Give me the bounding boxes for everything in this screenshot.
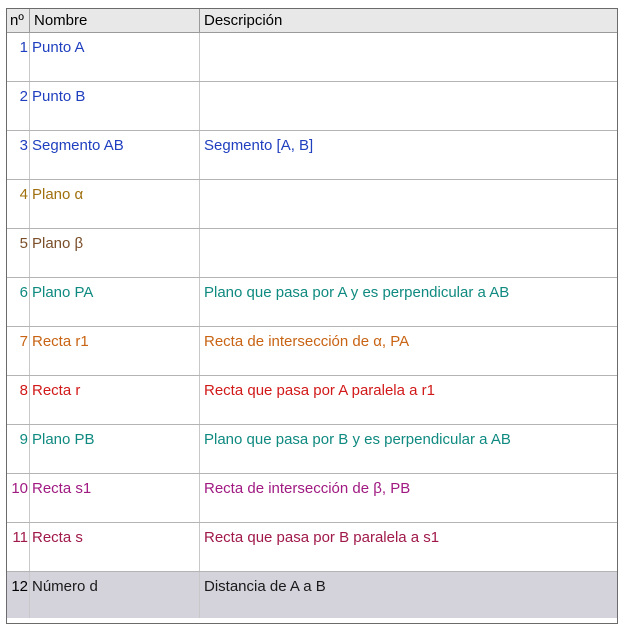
row-name: Punto B (30, 82, 200, 130)
row-name: Plano β (30, 229, 200, 277)
row-name: Plano α (30, 180, 200, 228)
column-header-number[interactable]: nº (7, 9, 30, 32)
row-name: Número d (30, 572, 200, 618)
row-name: Recta r1 (30, 327, 200, 375)
table-row[interactable] (7, 376, 617, 425)
row-number: 12 (7, 572, 30, 618)
row-name: Plano PA (30, 278, 200, 326)
row-name: Segmento AB (30, 131, 200, 179)
row-name: Plano PB (30, 425, 200, 473)
table-row[interactable] (7, 33, 617, 82)
row-description: Recta de intersección de α, PA (204, 333, 410, 350)
table-row[interactable] (7, 572, 617, 618)
table-row[interactable] (7, 180, 617, 229)
table-row[interactable] (7, 425, 617, 474)
row-number: 4 (7, 180, 30, 228)
table-row[interactable] (7, 82, 617, 131)
row-number: 2 (7, 82, 30, 130)
row-number: 10 (7, 474, 30, 522)
row-description: Plano que pasa por B y es perpendicular a AB (204, 431, 511, 448)
column-header-name[interactable]: Nombre (30, 9, 200, 32)
row-name: Punto A (30, 33, 200, 81)
table-body (7, 33, 617, 618)
row-description: Distancia de A a B (204, 578, 326, 595)
row-number: 7 (7, 327, 30, 375)
row-number: 1 (7, 33, 30, 81)
table-row[interactable] (7, 523, 617, 572)
row-name: Recta r (30, 376, 200, 424)
row-number: 8 (7, 376, 30, 424)
row-description (200, 180, 617, 228)
table-row[interactable] (7, 131, 617, 180)
row-number: 5 (7, 229, 30, 277)
table-header (7, 9, 617, 33)
row-number: 9 (7, 425, 30, 473)
row-description: Recta que pasa por B paralela a s1 (204, 529, 440, 546)
row-description: Recta de intersección de β, PB (204, 480, 411, 497)
row-name: Recta s1 (30, 474, 200, 522)
column-header-description[interactable]: Descripción (204, 12, 283, 29)
row-description: Segmento [A, B] (204, 137, 314, 154)
row-description (200, 82, 617, 130)
row-number: 3 (7, 131, 30, 179)
table-row[interactable] (7, 327, 617, 376)
table-row[interactable] (7, 229, 617, 278)
row-number: 11 (7, 523, 30, 571)
table-row[interactable] (7, 278, 617, 327)
row-description: Plano que pasa por A y es perpendicular a AB (204, 284, 510, 301)
construction-protocol-table (6, 8, 618, 624)
table-row[interactable] (7, 474, 617, 523)
row-description (200, 33, 617, 81)
row-description: Recta que pasa por A paralela a r1 (204, 382, 435, 399)
row-description (200, 229, 617, 277)
row-name: Recta s (30, 523, 200, 571)
row-number: 6 (7, 278, 30, 326)
